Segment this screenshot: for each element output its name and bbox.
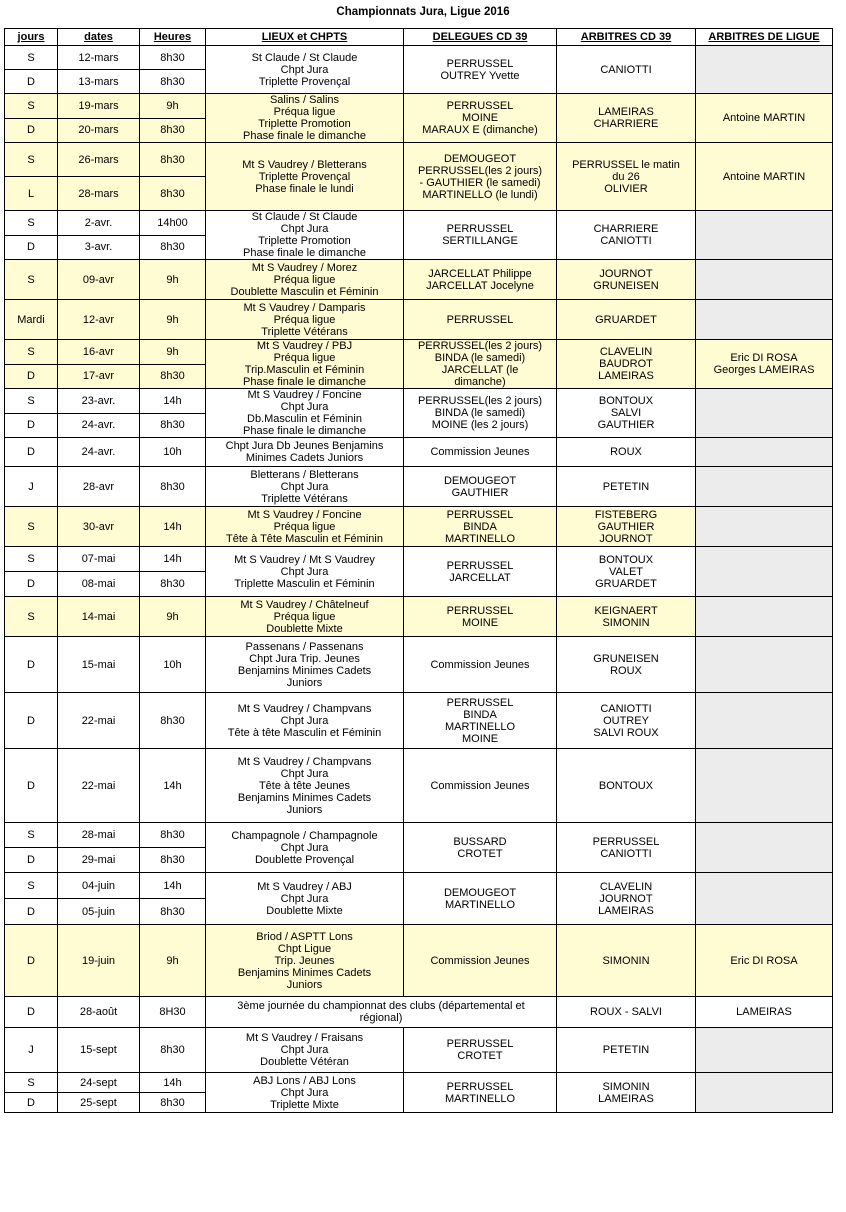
cell-arbitres-ligue	[696, 507, 833, 547]
cell-lieux: Mt S Vaudrey / Foncine Chpt Jura Db.Masculin et Féminin Phase finale le dimanche	[206, 389, 404, 438]
cell-arbitres-ligue: Antoine MARTIN	[696, 143, 833, 211]
cell-arbitres-ligue	[696, 467, 833, 507]
cell-heure: 9h	[140, 340, 206, 365]
cell-jour: D	[5, 693, 58, 749]
cell-jour: D	[5, 413, 58, 438]
cell-jour: S	[5, 260, 58, 300]
cell-jour: D	[5, 572, 58, 597]
cell-arbitres: BONTOUX VALET GRUARDET	[557, 547, 696, 597]
cell-lieux: ABJ Lons / ABJ Lons Chpt Jura Triplette Mixte	[206, 1073, 404, 1113]
cell-date: 14-mai	[58, 597, 140, 637]
cell-date: 24-sept	[58, 1073, 140, 1093]
cell-heure: 14h	[140, 1073, 206, 1093]
cell-arbitres: BONTOUX	[557, 749, 696, 823]
cell-date: 23-avr.	[58, 389, 140, 414]
cell-arbitres-ligue	[696, 211, 833, 260]
cell-date: 12-mars	[58, 46, 140, 70]
cell-delegues: PERRUSSEL OUTREY Yvette	[404, 46, 557, 94]
table-row	[5, 260, 833, 300]
cell-arbitres: GRUNEISEN ROUX	[557, 637, 696, 693]
cell-date: 09-avr	[58, 260, 140, 300]
cell-delegues: PERRUSSEL BINDA MARTINELLO	[404, 507, 557, 547]
table-row	[5, 94, 833, 119]
cell-jour: S	[5, 94, 58, 119]
cell-date: 30-avr	[58, 507, 140, 547]
cell-lieux: Mt S Vaudrey / Fraisans Chpt Jura Doublette Vétéran	[206, 1028, 404, 1073]
table-row	[5, 749, 833, 823]
cell-heure: 8h30	[140, 1028, 206, 1073]
cell-arbitres: ROUX	[557, 438, 696, 467]
cell-lieux: 3ème journée du championnat des clubs (départemental et régional)	[206, 997, 557, 1028]
cell-arbitres: PETETIN	[557, 1028, 696, 1073]
cell-arbitres: KEIGNAERT SIMONIN	[557, 597, 696, 637]
cell-heure: 8h30	[140, 70, 206, 94]
cell-heure: 14h	[140, 507, 206, 547]
cell-lieux: Chpt Jura Db Jeunes Benjamins Minimes Cadets Juniors	[206, 438, 404, 467]
table-row	[5, 693, 833, 749]
cell-lieux: Passenans / Passenans Chpt Jura Trip. Jeunes Benjamins Minimes Cadets Juniors	[206, 637, 404, 693]
cell-heure: 9h	[140, 94, 206, 119]
cell-lieux: Mt S Vaudrey / ABJ Chpt Jura Doublette Mixte	[206, 873, 404, 925]
cell-delegues: PERRUSSEL SERTILLANGE	[404, 211, 557, 260]
cell-jour: D	[5, 1093, 58, 1113]
table-row	[5, 46, 833, 70]
table-row	[5, 1073, 833, 1093]
cell-arbitres: SIMONIN	[557, 925, 696, 997]
cell-jour: D	[5, 899, 58, 925]
cell-arbitres-ligue	[696, 547, 833, 597]
cell-delegues: PERRUSSEL MOINE	[404, 597, 557, 637]
cell-arbitres: CANIOTTI OUTREY SALVI ROUX	[557, 693, 696, 749]
cell-date: 20-mars	[58, 118, 140, 143]
cell-heure: 8h30	[140, 413, 206, 438]
cell-heure: 8h30	[140, 143, 206, 177]
cell-arbitres: FISTEBERG GAUTHIER JOURNOT	[557, 507, 696, 547]
table-row	[5, 143, 833, 177]
cell-heure: 10h	[140, 438, 206, 467]
cell-jour: D	[5, 637, 58, 693]
cell-lieux: Mt S Vaudrey / Foncine Préqua ligue Tête à Tête Masculin et Féminin	[206, 507, 404, 547]
header-row	[5, 29, 833, 46]
cell-arbitres-ligue	[696, 637, 833, 693]
cell-arbitres-ligue	[696, 260, 833, 300]
table-row	[5, 873, 833, 899]
cell-lieux: Mt S Vaudrey / Damparis Préqua ligue Triplette Vétérans	[206, 300, 404, 340]
cell-date: 12-avr	[58, 300, 140, 340]
cell-jour: S	[5, 547, 58, 572]
cell-delegues: Commission Jeunes	[404, 749, 557, 823]
cell-date: 19-mars	[58, 94, 140, 119]
cell-heure: 8h30	[140, 1093, 206, 1113]
table-row	[5, 211, 833, 236]
schedule-body	[5, 46, 833, 1113]
cell-delegues: PERRUSSEL(les 2 jours) BINDA (le samedi) JARCELLAT (le dimanche)	[404, 340, 557, 389]
cell-jour: S	[5, 389, 58, 414]
cell-jour: S	[5, 143, 58, 177]
cell-date: 19-juin	[58, 925, 140, 997]
cell-heure: 9h	[140, 925, 206, 997]
cell-jour: D	[5, 364, 58, 389]
cell-lieux: Mt S Vaudrey / PBJ Préqua ligue Trip.Masculin et Féminin Phase finale le dimanche	[206, 340, 404, 389]
cell-delegues: PERRUSSEL BINDA MARTINELLO MOINE	[404, 693, 557, 749]
cell-jour: D	[5, 235, 58, 260]
cell-jour: S	[5, 1073, 58, 1093]
cell-arbitres-ligue: LAMEIRAS	[696, 997, 833, 1028]
cell-arbitres-ligue	[696, 46, 833, 94]
cell-date: 08-mai	[58, 572, 140, 597]
cell-heure: 8H30	[140, 997, 206, 1028]
cell-lieux: Mt S Vaudrey / Champvans Chpt Jura Tête à tête Jeunes Benjamins Minimes Cadets Juniors	[206, 749, 404, 823]
cell-jour: S	[5, 597, 58, 637]
cell-delegues: BUSSARD CROTET	[404, 823, 557, 873]
cell-arbitres: GRUARDET	[557, 300, 696, 340]
cell-date: 13-mars	[58, 70, 140, 94]
cell-heure: 8h30	[140, 46, 206, 70]
cell-heure: 14h	[140, 389, 206, 414]
table-row	[5, 1028, 833, 1073]
cell-arbitres-ligue: Eric DI ROSA	[696, 925, 833, 997]
header-delegues: DELEGUES CD 39	[404, 29, 557, 46]
cell-jour: S	[5, 340, 58, 365]
header-heures: Heures	[140, 29, 206, 46]
cell-jour: J	[5, 467, 58, 507]
cell-arbitres: CLAVELIN BAUDROT LAMEIRAS	[557, 340, 696, 389]
cell-date: 15-sept	[58, 1028, 140, 1073]
cell-date: 3-avr.	[58, 235, 140, 260]
cell-date: 05-juin	[58, 899, 140, 925]
cell-date: 22-mai	[58, 693, 140, 749]
cell-jour: S	[5, 823, 58, 848]
cell-heure: 8h30	[140, 118, 206, 143]
cell-heure: 8h30	[140, 364, 206, 389]
table-row	[5, 389, 833, 414]
cell-heure: 8h30	[140, 693, 206, 749]
cell-delegues: Commission Jeunes	[404, 438, 557, 467]
cell-arbitres-ligue	[696, 300, 833, 340]
cell-arbitres-ligue	[696, 438, 833, 467]
cell-jour: D	[5, 438, 58, 467]
cell-lieux: Mt S Vaudrey / Châtelneuf Préqua ligue Doublette Mixte	[206, 597, 404, 637]
cell-heure: 8h30	[140, 899, 206, 925]
cell-date: 28-avr	[58, 467, 140, 507]
table-row	[5, 438, 833, 467]
cell-jour: S	[5, 507, 58, 547]
cell-lieux: Mt S Vaudrey / Morez Préqua ligue Doublette Masculin et Féminin	[206, 260, 404, 300]
cell-delegues: PERRUSSEL MOINE MARAUX E (dimanche)	[404, 94, 557, 143]
cell-heure: 8h30	[140, 848, 206, 873]
cell-arbitres-ligue	[696, 1073, 833, 1113]
cell-delegues: Commission Jeunes	[404, 637, 557, 693]
cell-delegues: DEMOUGEOT GAUTHIER	[404, 467, 557, 507]
cell-arbitres: BONTOUX SALVI GAUTHIER	[557, 389, 696, 438]
cell-jour: Mardi	[5, 300, 58, 340]
cell-arbitres: PETETIN	[557, 467, 696, 507]
cell-heure: 14h00	[140, 211, 206, 236]
cell-arbitres: CANIOTTI	[557, 46, 696, 94]
cell-lieux: Mt S Vaudrey / Champvans Chpt Jura Tête à tête Masculin et Féminin	[206, 693, 404, 749]
cell-heure: 8h30	[140, 572, 206, 597]
cell-heure: 9h	[140, 300, 206, 340]
cell-arbitres-ligue	[696, 1028, 833, 1073]
cell-date: 28-mai	[58, 823, 140, 848]
cell-arbitres-ligue	[696, 597, 833, 637]
table-row	[5, 997, 833, 1028]
cell-jour: D	[5, 749, 58, 823]
table-row	[5, 300, 833, 340]
cell-delegues: PERRUSSEL	[404, 300, 557, 340]
cell-date: 16-avr	[58, 340, 140, 365]
cell-date: 2-avr.	[58, 211, 140, 236]
cell-date: 29-mai	[58, 848, 140, 873]
cell-delegues: PERRUSSEL JARCELLAT	[404, 547, 557, 597]
cell-jour: D	[5, 848, 58, 873]
header-arbitres-ligue: ARBITRES DE LIGUE	[696, 29, 833, 46]
cell-date: 26-mars	[58, 143, 140, 177]
cell-arbitres: CLAVELIN JOURNOT LAMEIRAS	[557, 873, 696, 925]
cell-arbitres-ligue: Antoine MARTIN	[696, 94, 833, 143]
cell-delegues: PERRUSSEL(les 2 jours) BINDA (le samedi) MOINE (les 2 jours)	[404, 389, 557, 438]
cell-arbitres: ROUX - SALVI	[557, 997, 696, 1028]
cell-delegues: Commission Jeunes	[404, 925, 557, 997]
cell-jour: D	[5, 925, 58, 997]
header-dates: dates	[58, 29, 140, 46]
cell-arbitres: SIMONIN LAMEIRAS	[557, 1073, 696, 1113]
table-row	[5, 597, 833, 637]
table-row	[5, 547, 833, 572]
cell-lieux: Mt S Vaudrey / Mt S Vaudrey Chpt Jura Triplette Masculin et Féminin	[206, 547, 404, 597]
cell-heure: 14h	[140, 749, 206, 823]
cell-heure: 10h	[140, 637, 206, 693]
cell-date: 17-avr	[58, 364, 140, 389]
cell-date: 24-avr.	[58, 413, 140, 438]
cell-date: 28-août	[58, 997, 140, 1028]
cell-jour: S	[5, 46, 58, 70]
cell-jour: D	[5, 997, 58, 1028]
table-row	[5, 467, 833, 507]
header-lieux: LIEUX et CHPTS	[206, 29, 404, 46]
cell-delegues: DEMOUGEOT MARTINELLO	[404, 873, 557, 925]
cell-delegues: PERRUSSEL MARTINELLO	[404, 1073, 557, 1113]
cell-arbitres-ligue	[696, 749, 833, 823]
cell-heure: 14h	[140, 547, 206, 572]
cell-lieux: Briod / ASPTT Lons Chpt Ligue Trip. Jeunes Benjamins Minimes Cadets Juniors	[206, 925, 404, 997]
cell-date: 22-mai	[58, 749, 140, 823]
table-row	[5, 823, 833, 848]
cell-date: 24-avr.	[58, 438, 140, 467]
cell-delegues: PERRUSSEL CROTET	[404, 1028, 557, 1073]
cell-jour: L	[5, 177, 58, 211]
cell-heure: 8h30	[140, 177, 206, 211]
cell-lieux: St Claude / St Claude Chpt Jura Triplette Provençal	[206, 46, 404, 94]
cell-date: 04-juin	[58, 873, 140, 899]
cell-arbitres-ligue	[696, 873, 833, 925]
cell-arbitres-ligue	[696, 823, 833, 873]
page-title: Championnats Jura, Ligue 2016	[336, 6, 510, 18]
cell-arbitres: PERRUSSEL CANIOTTI	[557, 823, 696, 873]
cell-lieux: Bletterans / Bletterans Chpt Jura Triplette Vétérans	[206, 467, 404, 507]
cell-arbitres: PERRUSSEL le matin du 26 OLIVIER	[557, 143, 696, 211]
cell-heure: 9h	[140, 597, 206, 637]
cell-date: 25-sept	[58, 1093, 140, 1113]
cell-date: 15-mai	[58, 637, 140, 693]
cell-lieux: St Claude / St Claude Chpt Jura Triplette Promotion Phase finale le dimanche	[206, 211, 404, 260]
cell-delegues: JARCELLAT Philippe JARCELLAT Jocelyne	[404, 260, 557, 300]
cell-jour: D	[5, 70, 58, 94]
table-row	[5, 340, 833, 365]
cell-jour: S	[5, 873, 58, 899]
table-row	[5, 637, 833, 693]
cell-heure: 8h30	[140, 823, 206, 848]
cell-heure: 8h30	[140, 235, 206, 260]
cell-date: 07-mai	[58, 547, 140, 572]
cell-lieux: Champagnole / Champagnole Chpt Jura Doublette Provençal	[206, 823, 404, 873]
cell-date: 28-mars	[58, 177, 140, 211]
cell-arbitres: JOURNOT GRUNEISEN	[557, 260, 696, 300]
cell-arbitres-ligue	[696, 389, 833, 438]
cell-heure: 9h	[140, 260, 206, 300]
cell-heure: 14h	[140, 873, 206, 899]
table-row	[5, 925, 833, 997]
cell-heure: 8h30	[140, 467, 206, 507]
cell-lieux: Salins / Salins Préqua ligue Triplette Promotion Phase finale le dimanche	[206, 94, 404, 143]
cell-arbitres: LAMEIRAS CHARRIERE	[557, 94, 696, 143]
cell-arbitres-ligue	[696, 693, 833, 749]
cell-lieux: Mt S Vaudrey / Bletterans Triplette Provençal Phase finale le lundi	[206, 143, 404, 211]
cell-delegues: DEMOUGEOT PERRUSSEL(les 2 jours) - GAUTHIER (le samedi) MARTINELLO (le lundi)	[404, 143, 557, 211]
cell-jour: D	[5, 118, 58, 143]
header-arbitres: ARBITRES CD 39	[557, 29, 696, 46]
schedule-table	[4, 28, 833, 1113]
cell-arbitres-ligue: Eric DI ROSA Georges LAMEIRAS	[696, 340, 833, 389]
cell-arbitres: CHARRIERE CANIOTTI	[557, 211, 696, 260]
cell-jour: J	[5, 1028, 58, 1073]
header-jours: jours	[5, 29, 58, 46]
cell-jour: S	[5, 211, 58, 236]
table-row	[5, 507, 833, 547]
